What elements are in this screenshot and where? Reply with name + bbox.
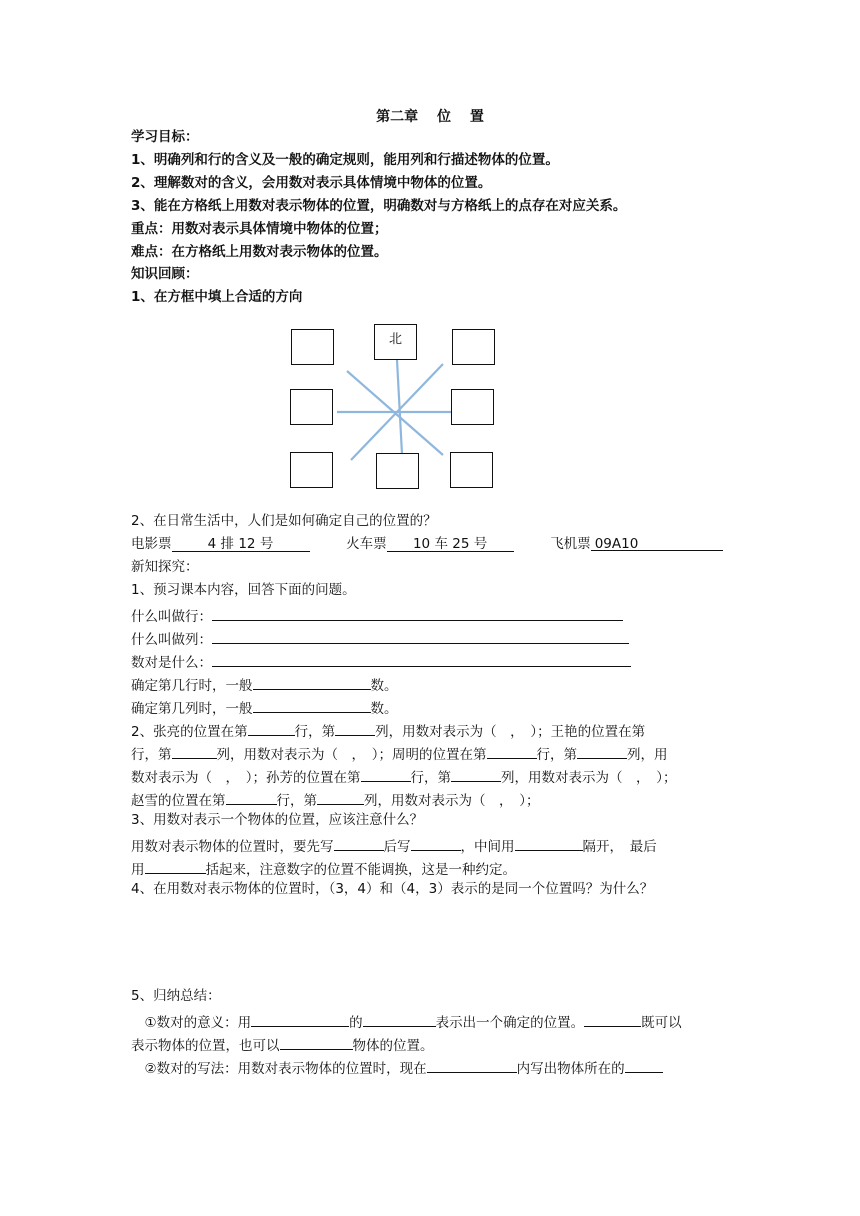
objective-item: 3、能在方格纸上用数对表示物体的位置，明确数对与方格纸上的点存在对应关系。 (131, 198, 627, 214)
q5-line-1 (131, 1009, 682, 1033)
q2-text: 列，用数对表示为（ ， ）；周明的位置在第 (216, 747, 487, 763)
review-question-2: 2、在日常生活中，人们是如何确定自己的位置的？ (131, 513, 437, 529)
answer-blank[interactable] (577, 741, 627, 759)
col-rule-text: 确定第几列时，一般 (131, 701, 253, 717)
q4-text: 4、在用数对表示物体的位置时，（3，4）和（4，3）表示的是同一个位置吗？为什么？ (131, 881, 654, 897)
q3-line-2 (131, 856, 516, 880)
answer-blank[interactable] (411, 833, 461, 851)
direction-box-west[interactable] (290, 389, 333, 425)
q2-text: 行，第 (294, 724, 336, 740)
q5-text: 表示出一个确定的位置。 (435, 1015, 585, 1031)
review-question-1: 1、在方框中填上合适的方向 (131, 289, 303, 305)
question-label: 什么叫做列： (131, 632, 212, 648)
review-heading: 知识回顾： (131, 266, 199, 282)
explore-heading: 新知探究： (131, 559, 199, 575)
q3-text: 后写 (383, 839, 411, 855)
q5-text: 表示物体的位置，也可以 (131, 1038, 280, 1054)
ticket-value: 4 排 12 号 (172, 534, 310, 552)
q2-text: 行，第 (410, 770, 451, 786)
north-label: 北 (388, 332, 402, 347)
q5-line-3 (131, 1055, 663, 1079)
question-label: 数对是什么： (131, 655, 212, 671)
answer-blank[interactable] (334, 833, 384, 851)
q3-text: 括起来，注意数字的位置不能调换，这是一种约定。 (205, 862, 516, 878)
q2-text: 行，第 (131, 747, 172, 763)
answer-blank[interactable] (253, 672, 371, 690)
ticket-value: 10 车 25 号 (387, 534, 514, 552)
q5-text: 内写出物体所在的 (516, 1061, 625, 1077)
q3-heading: 3、用数对表示一个物体的位置，应该注意什么？ (131, 812, 424, 828)
answer-blank[interactable] (487, 741, 537, 759)
q2-text: 2、张亮的位置在第 (131, 724, 248, 740)
q5-text: 既可以 (641, 1015, 682, 1031)
q2-line-1 (131, 718, 645, 742)
ticket-label: 飞机票 (550, 536, 591, 552)
answer-blank[interactable] (212, 626, 629, 644)
answer-blank[interactable] (212, 603, 623, 621)
q5-text: 物体的位置。 (352, 1038, 434, 1054)
answer-blank[interactable] (317, 787, 364, 805)
answer-blank[interactable] (515, 833, 583, 851)
q2-line-2 (131, 741, 668, 765)
q3-text: 隔开， 最后 (582, 839, 657, 855)
objective-item: 1、明确列和行的含义及一般的确定规则，能用列和行描述物体的位置。 (131, 152, 559, 168)
q3-text: ，中间用 (460, 839, 515, 855)
answer-blank[interactable] (363, 1009, 436, 1027)
answer-blank[interactable] (361, 764, 411, 782)
answer-blank[interactable] (212, 649, 631, 667)
page-title: 第二章 位 置 (376, 109, 484, 125)
answer-blank[interactable] (251, 1009, 349, 1027)
answer-blank[interactable] (226, 787, 277, 805)
ticket-row (131, 534, 723, 554)
explore-question-1: 1、预习课本内容，回答下面的问题。 (131, 582, 356, 598)
answer-blank[interactable] (280, 1032, 353, 1050)
direction-box-southwest[interactable] (290, 452, 333, 488)
answer-blank[interactable] (145, 856, 206, 874)
q2-text: 行，第 (536, 747, 577, 763)
direction-box-south[interactable] (376, 453, 419, 489)
q5-text: ②数对的写法：用数对表示物体的位置时，现在 (131, 1061, 427, 1077)
q2-line-3 (131, 764, 677, 788)
q2-text: 列，用数对表示为（ ， ）； (364, 793, 540, 809)
q2-text: 列，用数对表示为（ ， ）；王艳的位置在第 (375, 724, 646, 740)
q5-text: ①数对的意义：用 (131, 1015, 252, 1031)
col-rule-line (131, 695, 398, 719)
q2-text: 列，用 (627, 747, 668, 763)
q2-text: 行，第 (276, 793, 317, 809)
direction-box-northeast[interactable] (452, 329, 495, 365)
row-rule-text: 确定第几行时，一般 (131, 678, 253, 694)
q2-line-4 (131, 787, 540, 811)
q3-text: 用 (131, 862, 145, 878)
direction-box-southeast[interactable] (450, 452, 493, 488)
answer-blank[interactable] (172, 741, 217, 759)
objective-item: 2、理解数对的含义，会用数对表示具体情境中物体的位置。 (131, 175, 492, 191)
answer-blank[interactable] (427, 1055, 517, 1073)
q5-text: 的 (349, 1015, 363, 1031)
direction-box-east[interactable] (451, 389, 494, 425)
ticket-value: 09A10 (591, 534, 723, 551)
question-line (131, 649, 631, 673)
q3-text: 用数对表示物体的位置时，要先写 (131, 839, 334, 855)
answer-blank[interactable] (253, 695, 371, 713)
q2-text: 赵雪的位置在第 (131, 793, 226, 809)
question-line (131, 603, 623, 627)
direction-box-north (374, 324, 417, 360)
row-rule-suffix: 数。 (370, 678, 398, 694)
q2-text: 列，用数对表示为（ ， ）； (501, 770, 677, 786)
q2-text: 数对表示为（ ， ）；孙芳的位置在第 (131, 770, 361, 786)
answer-blank[interactable] (248, 718, 295, 736)
key-point: 重点：用数对表示具体情境中物体的位置； (131, 221, 388, 237)
q5-line-2 (131, 1032, 434, 1056)
row-rule-line (131, 672, 398, 696)
difficult-point: 难点：在方格纸上用数对表示物体的位置。 (131, 244, 388, 260)
question-label: 什么叫做行： (131, 609, 212, 625)
answer-blank[interactable] (335, 718, 375, 736)
answer-blank[interactable] (584, 1009, 641, 1027)
ticket-label: 火车票 (346, 536, 387, 552)
direction-box-northwest[interactable] (291, 329, 334, 365)
objectives-heading: 学习目标： (131, 129, 199, 145)
col-rule-suffix: 数。 (370, 701, 398, 717)
compass-diagram (285, 322, 500, 494)
q5-heading: 5、归纳总结： (131, 988, 221, 1004)
question-line (131, 626, 629, 650)
ticket-label: 电影票 (131, 536, 172, 552)
q3-line-1 (131, 833, 657, 857)
answer-blank[interactable] (451, 764, 501, 782)
answer-blank[interactable] (625, 1055, 663, 1073)
